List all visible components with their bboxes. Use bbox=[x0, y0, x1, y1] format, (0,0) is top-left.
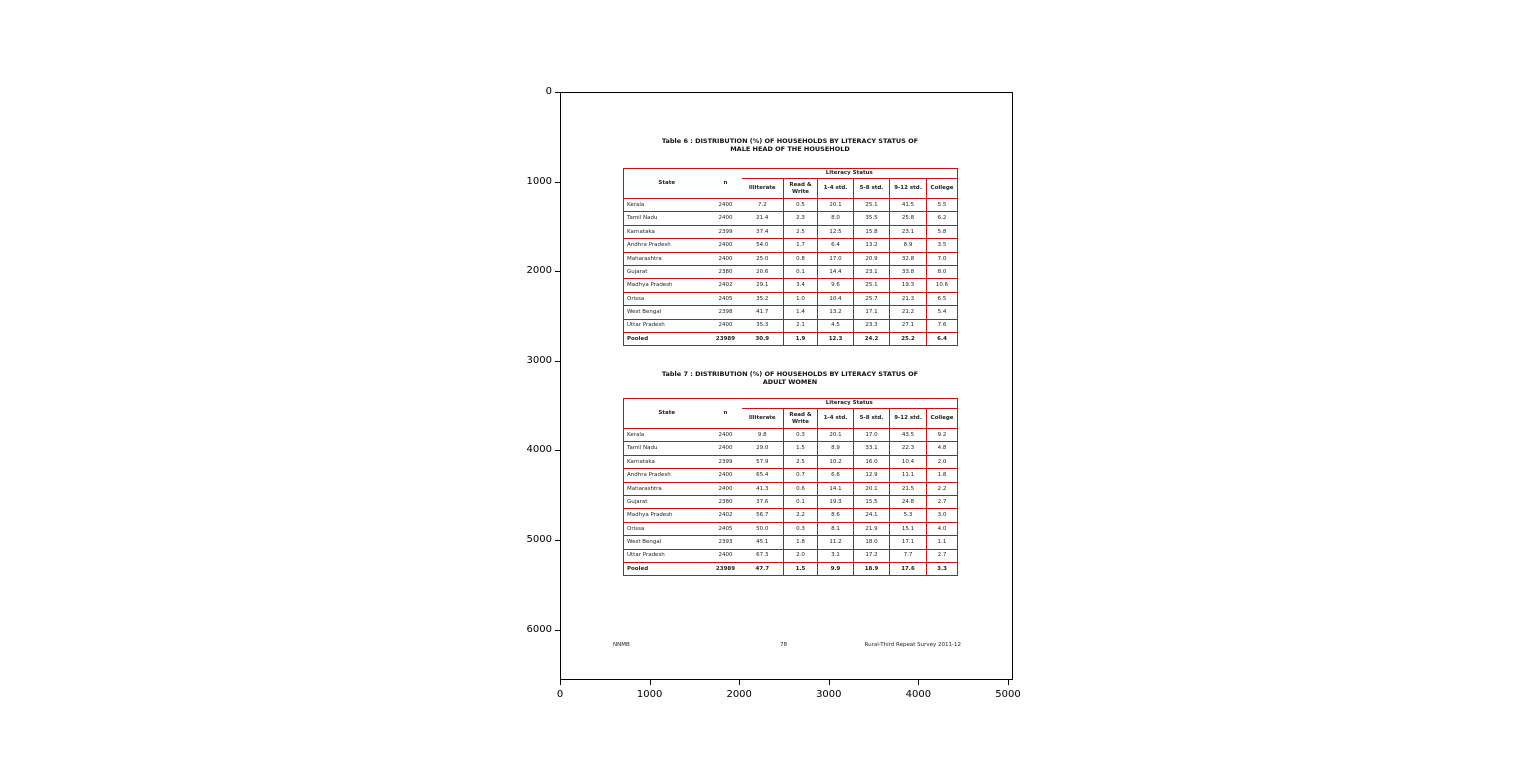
table6-title-line2: MALE HEAD OF THE HOUSEHOLD bbox=[730, 145, 850, 153]
x-tick-label: 1000 bbox=[636, 689, 663, 700]
cell-value: 2380 bbox=[710, 495, 742, 508]
cell-value: 33.1 bbox=[854, 442, 890, 455]
table-row bbox=[624, 279, 958, 292]
cell-value: 41.7 bbox=[742, 306, 784, 319]
cell-value: 20.9 bbox=[854, 252, 890, 265]
cell-value: 2.3 bbox=[784, 212, 818, 225]
cell-value: 8.9 bbox=[818, 442, 854, 455]
cell-value: 2400 bbox=[710, 469, 742, 482]
cell-value: 1.8 bbox=[784, 536, 818, 549]
table6-title-line1: Table 6 : DISTRIBUTION (%) OF HOUSEHOLDS BY LITERACY STATUS OF bbox=[661, 137, 919, 145]
cell-value: 17.0 bbox=[818, 252, 854, 265]
y-tick-mark bbox=[555, 450, 560, 451]
cell-value: 8.6 bbox=[818, 509, 854, 522]
col-header: Read & Write bbox=[784, 179, 818, 199]
cell-value: 6.4 bbox=[927, 332, 958, 345]
cell-value: 6.4 bbox=[818, 239, 854, 252]
cell-value: 2393 bbox=[710, 536, 742, 549]
cell-value: 2.5 bbox=[784, 225, 818, 238]
cell-value: 17.0 bbox=[854, 429, 890, 442]
cell-value: 7.0 bbox=[927, 252, 958, 265]
cell-value: 2402 bbox=[710, 279, 742, 292]
x-tick-label: 3000 bbox=[816, 689, 842, 700]
cell-value: 25.2 bbox=[890, 332, 927, 345]
cell-value: 41.5 bbox=[890, 199, 927, 212]
cell-value: 24.2 bbox=[854, 332, 890, 345]
cell-value: 0.1 bbox=[784, 265, 818, 278]
cell-state: Karnataka bbox=[624, 455, 710, 468]
cell-value: 1.4 bbox=[784, 306, 818, 319]
table-row bbox=[624, 522, 958, 535]
col-header: College bbox=[927, 179, 958, 199]
y-tick-label: 6000 bbox=[526, 623, 552, 635]
cell-value: 3.0 bbox=[927, 509, 958, 522]
cell-value: 3.3 bbox=[927, 562, 958, 575]
cell-value: 2405 bbox=[710, 522, 742, 535]
cell-value: 3.4 bbox=[784, 279, 818, 292]
cell-value: 15.5 bbox=[854, 495, 890, 508]
group-header-literacy-status: Literacy Status bbox=[742, 169, 958, 179]
cell-value: 8.0 bbox=[818, 212, 854, 225]
literacy-table-male-head bbox=[623, 168, 958, 346]
cell-value: 19.3 bbox=[890, 279, 927, 292]
y-tick-label: 4000 bbox=[526, 444, 552, 456]
cell-value: 9.9 bbox=[818, 562, 854, 575]
table-row bbox=[624, 212, 958, 225]
table-row bbox=[624, 265, 958, 278]
cell-value: 2398 bbox=[710, 306, 742, 319]
table-row bbox=[624, 469, 958, 482]
cell-state: Pooled bbox=[624, 332, 710, 345]
cell-value: 2400 bbox=[710, 549, 742, 562]
cell-state: Tamil Nadu bbox=[624, 212, 710, 225]
cell-value: 7.2 bbox=[742, 199, 784, 212]
cell-value: 20.1 bbox=[818, 199, 854, 212]
cell-state: Uttar Pradesh bbox=[624, 319, 710, 332]
cell-value: 2.5 bbox=[784, 455, 818, 468]
cell-value: 1.9 bbox=[784, 332, 818, 345]
cell-value: 23.3 bbox=[854, 319, 890, 332]
cell-value: 9.2 bbox=[927, 429, 958, 442]
cell-value: 2405 bbox=[710, 292, 742, 305]
cell-value: 16.0 bbox=[854, 455, 890, 468]
cell-value: 35.3 bbox=[742, 319, 784, 332]
col-header: 1-4 std. bbox=[818, 179, 854, 199]
cell-value: 9.8 bbox=[742, 429, 784, 442]
col-header-n: n bbox=[723, 410, 728, 417]
cell-value: 5.8 bbox=[927, 225, 958, 238]
cell-value: 21.9 bbox=[854, 522, 890, 535]
table-row bbox=[624, 252, 958, 265]
col-header: College bbox=[927, 409, 958, 429]
cell-value: 0.8 bbox=[784, 252, 818, 265]
cell-state: Kerala bbox=[624, 199, 710, 212]
cell-value: 17.6 bbox=[890, 562, 927, 575]
cell-state: Kerala bbox=[624, 429, 710, 442]
cell-value: 37.6 bbox=[742, 495, 784, 508]
cell-state: Maharashtra bbox=[624, 482, 710, 495]
page-footer bbox=[561, 642, 1014, 652]
cell-value: 2400 bbox=[710, 319, 742, 332]
y-tick-label: 1000 bbox=[526, 175, 552, 187]
footer-page-number: 78 bbox=[780, 642, 787, 648]
x-tick-mark bbox=[829, 680, 830, 685]
cell-value: 15.1 bbox=[890, 522, 927, 535]
cell-value: 12.5 bbox=[818, 225, 854, 238]
cell-value: 8.1 bbox=[818, 522, 854, 535]
cell-value: 0.3 bbox=[784, 429, 818, 442]
cell-value: 12.3 bbox=[818, 332, 854, 345]
col-header: Read & Write bbox=[784, 409, 818, 429]
y-tick-mark bbox=[555, 630, 560, 631]
cell-value: 6.6 bbox=[818, 469, 854, 482]
x-tick-label: 0 bbox=[556, 689, 564, 700]
cell-value: 2402 bbox=[710, 509, 742, 522]
col-header-state: State bbox=[658, 410, 676, 417]
cell-value: 2399 bbox=[710, 225, 742, 238]
table-row bbox=[624, 292, 958, 305]
cell-value: 22.3 bbox=[890, 442, 927, 455]
cell-value: 2399 bbox=[710, 455, 742, 468]
footer-survey: Rural-Third Repeat Survey 2011-12 bbox=[864, 642, 961, 648]
cell-value: 33.8 bbox=[890, 265, 927, 278]
cell-value: 54.0 bbox=[742, 239, 784, 252]
cell-value: 2.0 bbox=[784, 549, 818, 562]
cell-value: 18.0 bbox=[854, 536, 890, 549]
cell-state: Tamil Nadu bbox=[624, 442, 710, 455]
cell-value: 2400 bbox=[710, 199, 742, 212]
cell-value: 4.0 bbox=[927, 522, 958, 535]
col-header: Illiterate bbox=[748, 415, 776, 422]
cell-state: Orissa bbox=[624, 522, 710, 535]
cell-value: 2.2 bbox=[784, 509, 818, 522]
x-tick-label: 4000 bbox=[905, 689, 932, 700]
cell-state: Orissa bbox=[624, 292, 710, 305]
cell-value: 14.4 bbox=[818, 265, 854, 278]
footer-org: NNMB bbox=[613, 642, 630, 648]
cell-value: 18.9 bbox=[854, 562, 890, 575]
cell-value: 29.0 bbox=[742, 442, 784, 455]
cell-value: 65.4 bbox=[742, 469, 784, 482]
table7-title-line2: ADULT WOMEN bbox=[762, 378, 818, 386]
cell-state: Karnataka bbox=[624, 225, 710, 238]
table-row bbox=[624, 306, 958, 319]
cell-value: 4.8 bbox=[927, 442, 958, 455]
cell-value: 2400 bbox=[710, 429, 742, 442]
cell-state: Andhra Pradesh bbox=[624, 239, 710, 252]
x-tick-mark bbox=[739, 680, 740, 685]
cell-value: 23.1 bbox=[890, 225, 927, 238]
cell-value: 5.5 bbox=[927, 199, 958, 212]
cell-value: 8.0 bbox=[927, 265, 958, 278]
cell-value: 10.4 bbox=[890, 455, 927, 468]
cell-value: 67.3 bbox=[742, 549, 784, 562]
cell-value: 1.8 bbox=[927, 469, 958, 482]
table7-title bbox=[623, 370, 957, 386]
table-row bbox=[624, 332, 958, 345]
cell-value: 23.1 bbox=[854, 265, 890, 278]
cell-value: 2400 bbox=[710, 212, 742, 225]
cell-state: Andhra Pradesh bbox=[624, 469, 710, 482]
table-row bbox=[624, 549, 958, 562]
cell-value: 6.5 bbox=[927, 292, 958, 305]
x-tick-mark bbox=[1008, 680, 1009, 685]
x-tick-mark bbox=[650, 680, 651, 685]
cell-value: 0.7 bbox=[784, 469, 818, 482]
cell-value: 25.1 bbox=[854, 199, 890, 212]
cell-value: 21.2 bbox=[890, 306, 927, 319]
cell-value: 2.1 bbox=[784, 319, 818, 332]
table-row bbox=[624, 495, 958, 508]
cell-value: 9.6 bbox=[818, 279, 854, 292]
cell-value: 1.1 bbox=[927, 536, 958, 549]
cell-value: 57.9 bbox=[742, 455, 784, 468]
cell-value: 27.1 bbox=[890, 319, 927, 332]
cell-value: 56.7 bbox=[742, 509, 784, 522]
cell-value: 25.7 bbox=[854, 292, 890, 305]
cell-value: 25.1 bbox=[854, 279, 890, 292]
cell-value: 0.5 bbox=[784, 199, 818, 212]
cell-value: 21.4 bbox=[742, 212, 784, 225]
cell-value: 4.5 bbox=[818, 319, 854, 332]
cell-value: 2400 bbox=[710, 252, 742, 265]
cell-state: West Bengal bbox=[624, 306, 710, 319]
cell-value: 8.9 bbox=[890, 239, 927, 252]
col-header-n: n bbox=[723, 180, 728, 187]
y-tick-mark bbox=[555, 540, 560, 541]
cell-value: 6.2 bbox=[927, 212, 958, 225]
cell-value: 20.6 bbox=[742, 265, 784, 278]
cell-state: Pooled bbox=[624, 562, 710, 575]
cell-value: 45.1 bbox=[742, 536, 784, 549]
table-row bbox=[624, 239, 958, 252]
cell-value: 35.2 bbox=[742, 292, 784, 305]
table-row bbox=[624, 199, 958, 212]
cell-value: 5.4 bbox=[927, 306, 958, 319]
y-tick-label: 2000 bbox=[526, 265, 552, 277]
cell-value: 17.1 bbox=[854, 306, 890, 319]
cell-value: 32.8 bbox=[890, 252, 927, 265]
cell-value: 19.3 bbox=[818, 495, 854, 508]
cell-value: 2400 bbox=[710, 442, 742, 455]
cell-value: 17.2 bbox=[854, 549, 890, 562]
table-row bbox=[624, 455, 958, 468]
cell-state: Madhya Pradesh bbox=[624, 279, 710, 292]
cell-value: 2.0 bbox=[927, 455, 958, 468]
cell-value: 10.4 bbox=[818, 292, 854, 305]
y-tick-mark bbox=[555, 271, 560, 272]
cell-value: 21.3 bbox=[890, 292, 927, 305]
cell-value: 2.7 bbox=[927, 495, 958, 508]
cell-value: 43.5 bbox=[890, 429, 927, 442]
x-tick-mark bbox=[560, 680, 561, 685]
cell-value: 2400 bbox=[710, 239, 742, 252]
cell-value: 20.1 bbox=[818, 429, 854, 442]
table-row bbox=[624, 442, 958, 455]
cell-value: 11.2 bbox=[818, 536, 854, 549]
cell-value: 1.5 bbox=[784, 442, 818, 455]
cell-value: 7.7 bbox=[890, 549, 927, 562]
table-row bbox=[624, 536, 958, 549]
cell-value: 14.1 bbox=[818, 482, 854, 495]
cell-value: 0.3 bbox=[784, 522, 818, 535]
cell-value: 10.6 bbox=[927, 279, 958, 292]
y-tick-mark bbox=[555, 361, 560, 362]
x-tick-mark bbox=[918, 680, 919, 685]
cell-state: West Bengal bbox=[624, 536, 710, 549]
col-header: 9-12 std. bbox=[890, 409, 927, 429]
cell-value: 24.8 bbox=[890, 495, 927, 508]
cell-value: 17.1 bbox=[890, 536, 927, 549]
y-tick-label: 3000 bbox=[526, 354, 552, 366]
col-header: Illiterate bbox=[748, 185, 776, 192]
table-row bbox=[624, 225, 958, 238]
y-tick-label: 0 bbox=[545, 86, 552, 97]
table-row bbox=[624, 509, 958, 522]
table6-title bbox=[623, 137, 957, 153]
cell-value: 2380 bbox=[710, 265, 742, 278]
cell-value: 25.0 bbox=[742, 252, 784, 265]
cell-value: 2.2 bbox=[927, 482, 958, 495]
cell-value: 10.2 bbox=[818, 455, 854, 468]
cell-value: 25.8 bbox=[890, 212, 927, 225]
col-header: 9-12 std. bbox=[890, 179, 927, 199]
cell-value: 7.6 bbox=[927, 319, 958, 332]
col-header: 1-4 std. bbox=[818, 409, 854, 429]
col-header: 5-8 std. bbox=[854, 179, 890, 199]
cell-value: 5.3 bbox=[890, 509, 927, 522]
cell-state: Maharashtra bbox=[624, 252, 710, 265]
cell-value: 13.2 bbox=[818, 306, 854, 319]
cell-value: 30.9 bbox=[742, 332, 784, 345]
cell-value: 20.1 bbox=[854, 482, 890, 495]
table-row bbox=[624, 319, 958, 332]
cell-value: 0.1 bbox=[784, 495, 818, 508]
y-tick-mark bbox=[555, 92, 560, 93]
literacy-table-adult-women bbox=[623, 398, 958, 576]
table-row bbox=[624, 482, 958, 495]
table7-title-line1: Table 7 : DISTRIBUTION (%) OF HOUSEHOLDS BY LITERACY STATUS OF bbox=[661, 370, 919, 378]
cell-value: 50.0 bbox=[742, 522, 784, 535]
cell-value: 3.5 bbox=[927, 239, 958, 252]
cell-value: 23989 bbox=[710, 562, 742, 575]
cell-value: 1.0 bbox=[784, 292, 818, 305]
cell-value: 13.2 bbox=[854, 239, 890, 252]
plot-area bbox=[560, 92, 1013, 680]
col-header-state: State bbox=[658, 180, 676, 187]
col-header: 5-8 std. bbox=[854, 409, 890, 429]
cell-state: Uttar Pradesh bbox=[624, 549, 710, 562]
table-row bbox=[624, 429, 958, 442]
y-tick-label: 5000 bbox=[526, 534, 552, 545]
cell-value: 21.5 bbox=[890, 482, 927, 495]
cell-value: 11.1 bbox=[890, 469, 927, 482]
cell-state: Madhya Pradesh bbox=[624, 509, 710, 522]
x-tick-label: 2000 bbox=[726, 689, 752, 700]
y-tick-mark bbox=[555, 182, 560, 183]
cell-value: 15.8 bbox=[854, 225, 890, 238]
cell-state: Gujarat bbox=[624, 265, 710, 278]
cell-state: Gujarat bbox=[624, 495, 710, 508]
cell-value: 2.7 bbox=[927, 549, 958, 562]
cell-value: 35.5 bbox=[854, 212, 890, 225]
cell-value: 47.7 bbox=[742, 562, 784, 575]
cell-value: 29.1 bbox=[742, 279, 784, 292]
cell-value: 0.6 bbox=[784, 482, 818, 495]
cell-value: 1.5 bbox=[784, 562, 818, 575]
cell-value: 23989 bbox=[710, 332, 742, 345]
x-tick-label: 5000 bbox=[995, 689, 1021, 700]
table-row bbox=[624, 562, 958, 575]
cell-value: 41.3 bbox=[742, 482, 784, 495]
group-header-literacy-status: Literacy Status bbox=[742, 399, 958, 409]
cell-value: 3.1 bbox=[818, 549, 854, 562]
cell-value: 1.7 bbox=[784, 239, 818, 252]
cell-value: 24.1 bbox=[854, 509, 890, 522]
cell-value: 2400 bbox=[710, 482, 742, 495]
cell-value: 37.4 bbox=[742, 225, 784, 238]
cell-value: 12.9 bbox=[854, 469, 890, 482]
